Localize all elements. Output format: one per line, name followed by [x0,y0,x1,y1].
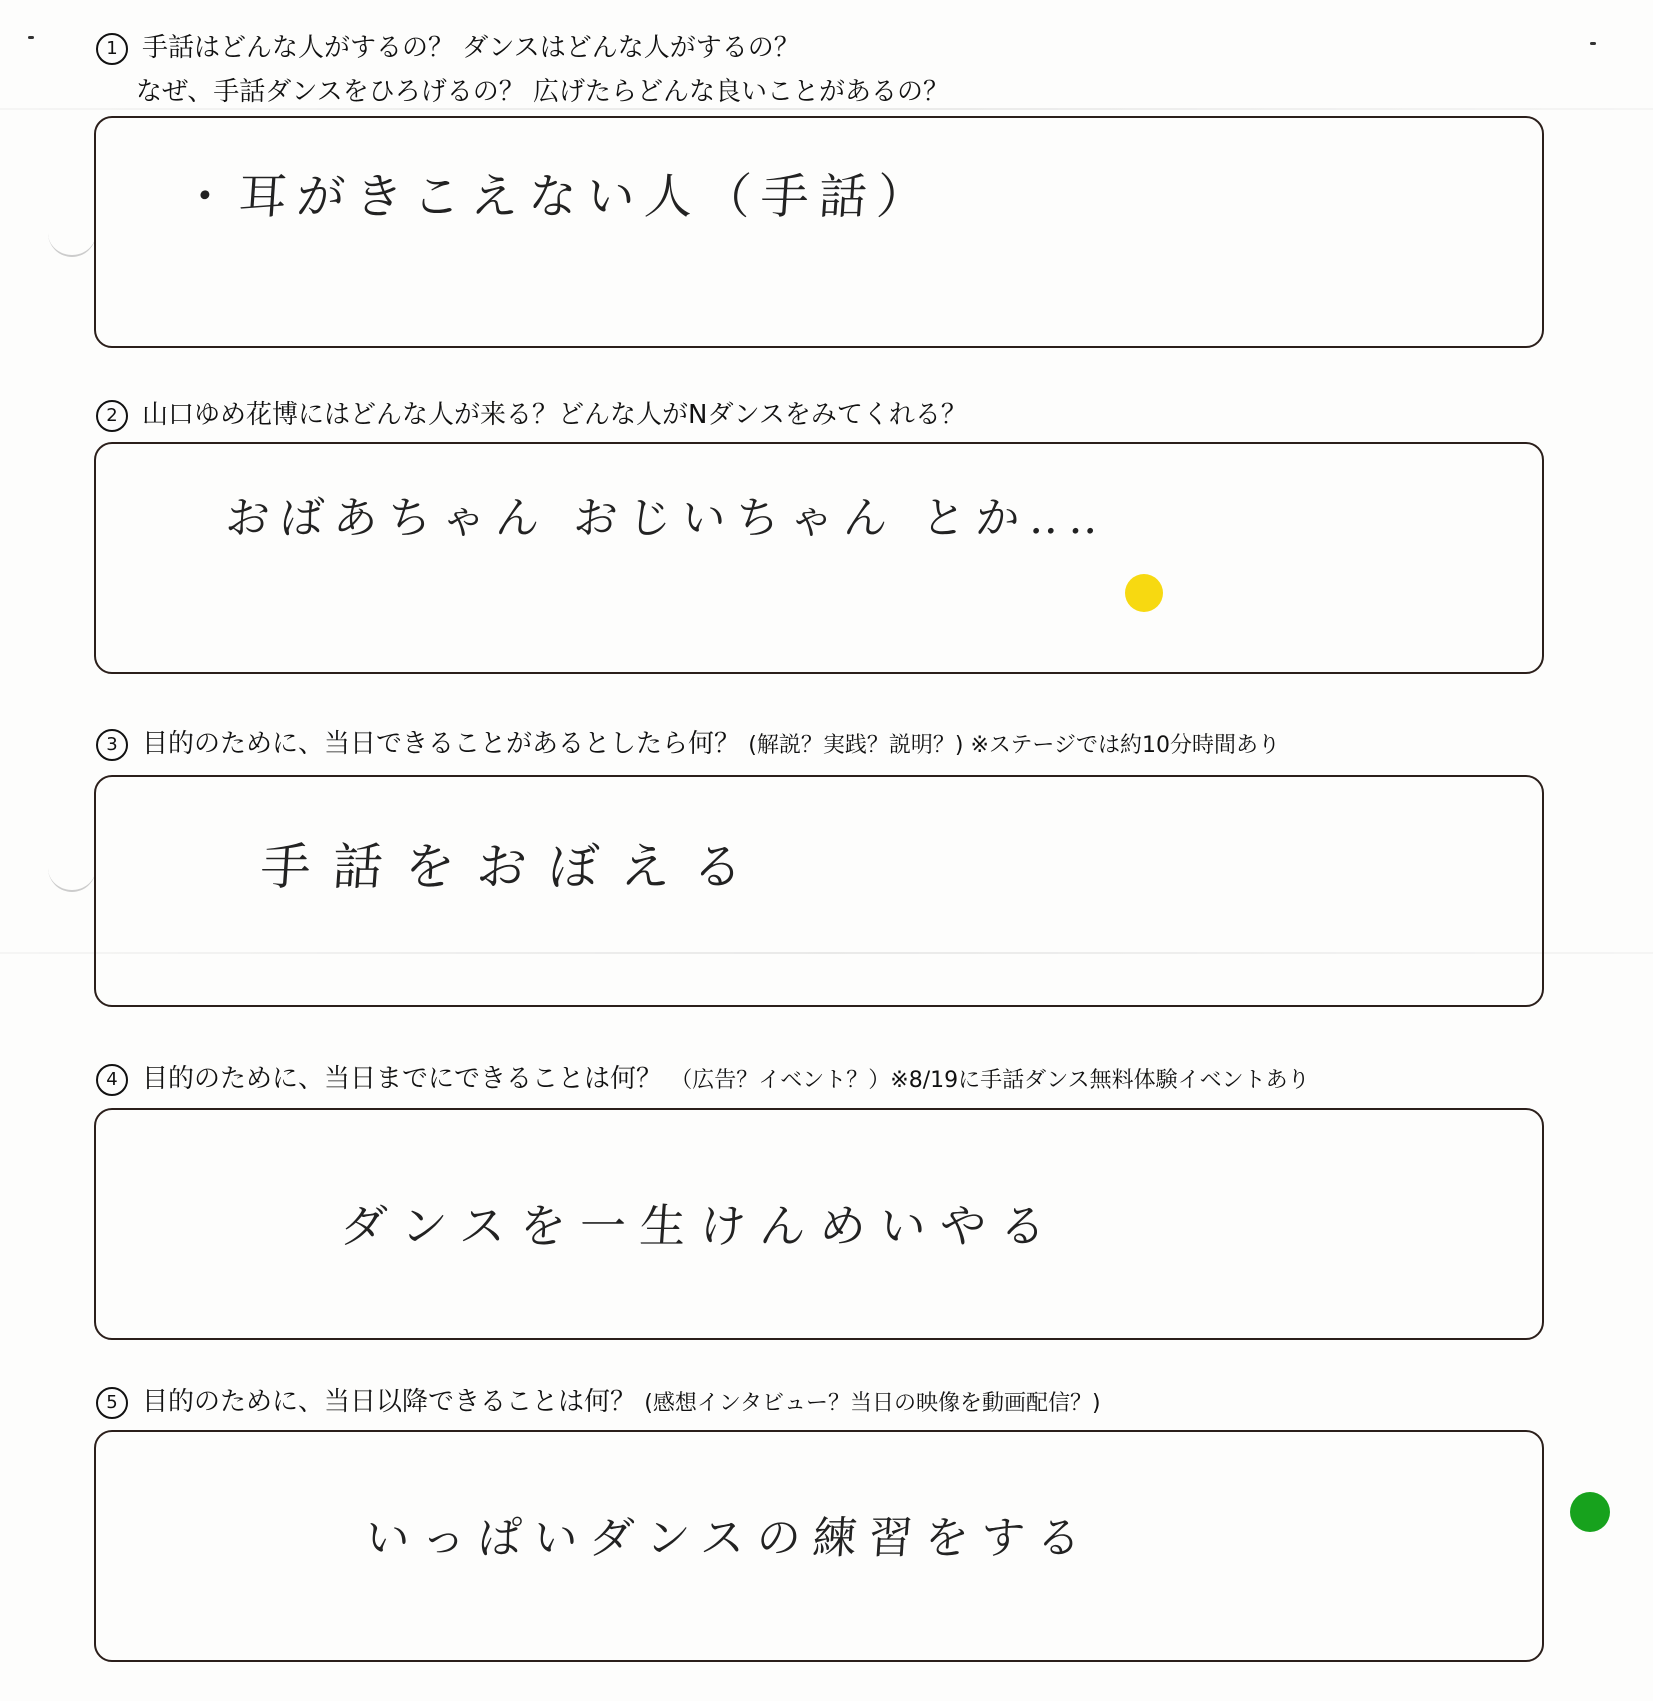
question-text: 山口ゆめ花博にはどんな人が来る？どんな人がNダンスをみてくれる？ [142,400,967,430]
speck [1590,42,1596,45]
question-note: (感想インタビュー？当日の映像を動画配信？) [644,1391,1101,1416]
question-text-line2: なぜ、手話ダンスをひろげるの？ 広げたらどんな良いことがあるの？ [136,77,949,107]
question-text: 目的のために、当日までにできることは何？ [142,1064,663,1094]
green-sticker [1570,1492,1610,1532]
answer-box-4[interactable] [94,1108,1544,1340]
question-number: 5 [96,1387,128,1419]
handwritten-answer: ダンスを一生けんめいやる [338,1199,1062,1253]
question-2 [96,393,967,437]
answer-box-3[interactable] [94,775,1544,1007]
question-3 [96,722,1280,768]
question-5 [96,1380,1101,1426]
yellow-sticker [1125,574,1163,612]
handwritten-answer: いっぱいダンスの練習をする [363,1513,1095,1564]
question-text: 目的のために、当日できることがあるとしたら何？ [142,729,741,759]
question-note: (解説？実践？説明？) ※ステージでは約10分時間あり [748,733,1280,758]
punch-hole-mark [48,225,96,257]
handwritten-answer: おばあちゃん おじいちゃん とか‥‥ [223,493,1111,544]
speck [28,36,34,39]
question-number: 1 [96,33,128,65]
question-1 [96,26,949,114]
question-text: 手話はどんな人がするの？ ダンスはどんな人がするの？ [142,33,800,63]
question-note: （広告？イベント？）※8/19に手話ダンス無料体験イベントあり [670,1068,1310,1093]
question-number: 3 [96,729,128,761]
question-number: 4 [96,1064,128,1096]
answer-box-2[interactable] [94,442,1544,674]
question-text: 目的のために、当日以降できることは何？ [142,1387,637,1417]
question-4 [96,1057,1310,1103]
handwritten-answer: ・耳がきこえない人（手話） [178,169,937,225]
answer-box-1[interactable] [94,116,1544,348]
handwritten-answer: 手話をおぼえる [258,838,767,896]
punch-hole-mark [48,860,96,892]
answer-box-5[interactable] [94,1430,1544,1662]
question-number: 2 [96,400,128,432]
